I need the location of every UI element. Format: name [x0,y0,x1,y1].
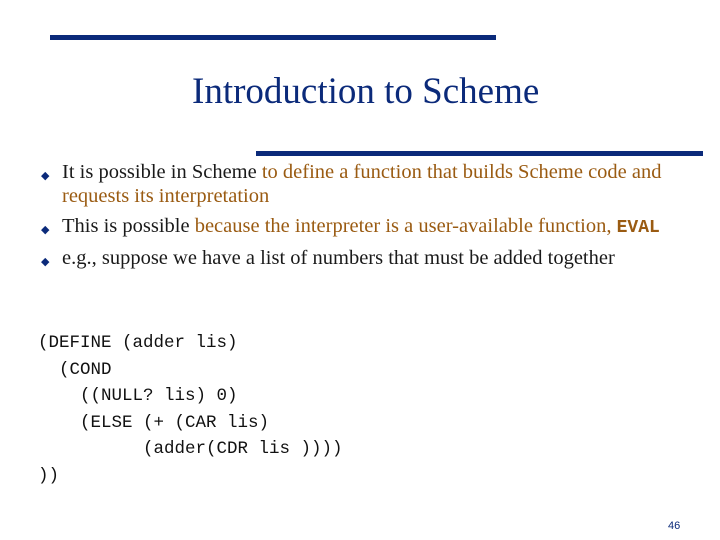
code-line: (ELSE (+ (CAR lis) [38,412,270,433]
title-underline [256,151,703,156]
page-number: 46 [668,520,681,532]
code-line: (DEFINE (adder lis) [38,333,238,353]
bullet-highlight: to define a function that builds Scheme code and requests its interpretation [62,161,662,207]
top-divider-line [50,35,496,40]
bullet-text: It is possible in Scheme [62,161,262,183]
diamond-bullet-icon: ◆ [41,170,50,182]
code-line: )) [38,465,60,486]
bullet-item [40,214,680,240]
code-line: (COND [38,359,112,380]
diamond-bullet-icon: ◆ [41,224,50,236]
code-line: (adder(CDR lis )))) [38,439,343,459]
code-line: ((NULL? lis) 0) [38,386,238,406]
bullet-highlight: because the interpreter is a user-available function, [194,215,617,237]
bullet-text: e.g., suppose we have a list of numbers that must be added together [62,247,615,269]
bullet-item [40,246,680,270]
bullet-text: This is possible [62,215,195,237]
slide-title: Introduction to Scheme [192,71,540,112]
code-block [38,330,343,489]
eval-keyword: EVAL [616,218,660,238]
bullet-list [40,160,680,276]
bullet-item [40,160,680,208]
diamond-bullet-icon: ◆ [41,256,50,268]
